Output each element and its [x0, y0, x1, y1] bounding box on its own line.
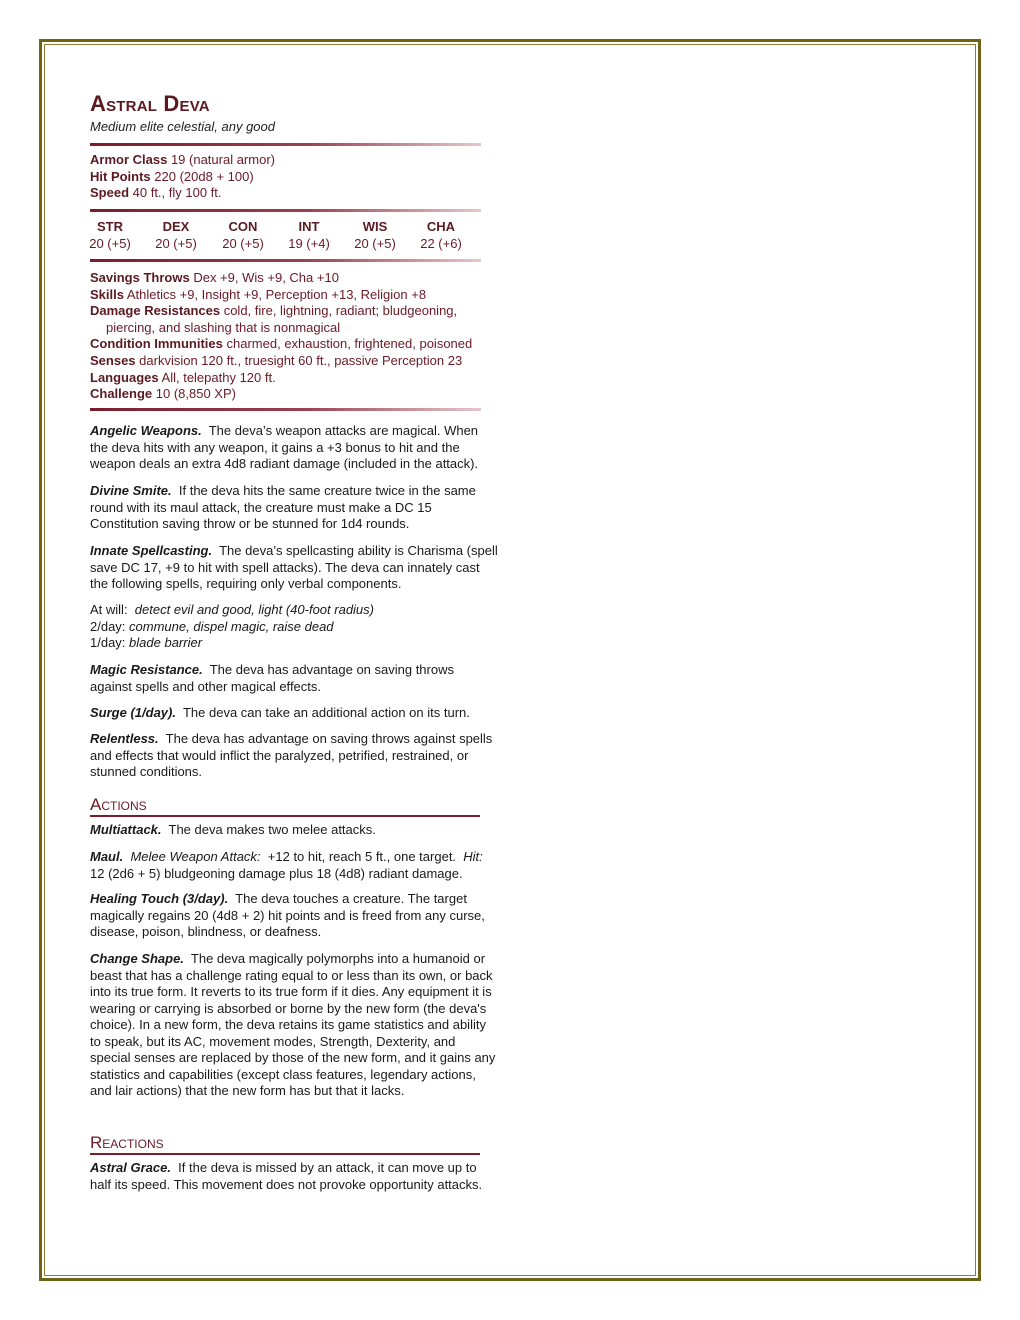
trait-innate-spellcasting: Innate Spellcasting. The deva’s spellcasting ability is Charisma (spell save DC 17, +9 to hit with spell attacks). The deva can innately cast the following spells, requiring only verbal components. — [90, 543, 498, 591]
reaction-astral-grace: Astral Grace. If the deva is missed by an attack, it can move up to half its speed. This movement does not provoke opportunity attacks. — [90, 1160, 483, 1192]
speed: Speed 40 ft., fly 100 ft. — [90, 185, 222, 201]
ability-int: INT 19 (+4) — [288, 219, 330, 251]
languages: Languages All, telepathy 120 ft. — [90, 369, 276, 385]
damage-resistances: Damage Resistances cold, fire, lightning, radiant; bludgeoning, — [90, 303, 458, 319]
action-multiattack: Multiattack. The deva makes two melee attacks. — [90, 822, 376, 837]
hit-points: Hit Points 220 (20d8 + 100) — [90, 168, 254, 184]
action-maul: Maul. Melee Weapon Attack: +12 to hit, reach 5 ft., one target. Hit: 12 (2d6 + 5) bludgeoning damage plus 18 (4d8) radiant damage. — [90, 849, 483, 881]
trait-relentless: Relentless. The deva has advantage on saving throws against spells and effects that would inflict the paralyzed, petrified, restrained, or stunned conditions. — [90, 731, 493, 779]
divider — [90, 209, 481, 212]
trait-magic-resistance: Magic Resistance. The deva has advantage on saving throws against spells and other magical effects. — [90, 662, 454, 694]
trait-surge: Surge (1/day). The deva can take an additional action on its turn. — [90, 705, 470, 720]
trait-angelic-weapons: Angelic Weapons. The deva’s weapon attacks are magical. When the deva hits with any weapon, it gains a +3 bonus to hit and the weapon deals an extra 4d8 radiant damage (included in the attack). — [90, 423, 479, 471]
divider — [90, 143, 481, 146]
armor-class: Armor Class 19 (natural armor) — [90, 152, 275, 167]
spells-two-per-day: 2/day: commune, dispel magic, raise dead — [90, 618, 334, 634]
spells-at-will: At will: detect evil and good, light (40-foot radius) — [90, 602, 374, 617]
senses: Senses darkvision 120 ft., truesight 60 ft., passive Perception 23 — [90, 352, 463, 368]
skills: Skills Athletics +9, Insight +9, Perception +13, Religion +8 — [90, 286, 427, 302]
ability-wis: WIS 20 (+5) — [354, 219, 396, 251]
ability-cha: CHA 22 (+6) — [420, 219, 462, 251]
ability-str: STR 20 (+5) — [89, 219, 131, 251]
action-change-shape: Change Shape. The deva magically polymorphs into a humanoid or beast that has a challenge rating equal to or less than its own, or back into its true form. It reverts to its true form if it dies. Any equipment it is wearing or carrying is absorbed or borne by the new form (the deva's choice). In a new form, the deva retains its game statistics and ability to speak, but its AC, movement modes, Strength, Dexterity, and special senses are replaced by those of the new form, and it gains any statistics and capabilities (except class features, legendary actions, and lair actions) that the new form has but that it lacks. — [90, 951, 496, 1098]
detail-stats — [90, 270, 472, 403]
spells-one-per-day: 1/day: blade barrier — [90, 635, 203, 650]
condition-immunities: Condition Immunities charmed, exhaustion, frightened, poisoned — [90, 336, 473, 352]
divider — [90, 259, 481, 262]
action-healing-touch: Healing Touch (3/day). The deva touches a creature. The target magically regains 20 (4d8 + 2) hit points and is freed from any curse, disease, poison, blindness, or deafness. — [90, 891, 485, 939]
actions-heading: Actions — [90, 795, 480, 817]
challenge: Challenge 10 (8,850 XP) — [90, 386, 236, 402]
ability-con: CON 20 (+5) — [222, 219, 264, 251]
trait-divine-smite: Divine Smite. If the deva hits the same creature twice in the same round with its maul attack, the creature must make a DC 15 Constitution saving throw or be stunned for 1d4 rounds. — [90, 483, 476, 531]
creature-name: Astral Deva — [90, 91, 210, 116]
spell-list — [90, 602, 498, 652]
divider — [90, 408, 481, 411]
reactions-heading: Reactions — [90, 1133, 480, 1155]
ability-dex: DEX 20 (+5) — [155, 219, 197, 251]
creature-meta: Medium elite celestial, any good — [90, 119, 275, 134]
saving-throws: Savings Throws Dex +9, Wis +9, Cha +10 — [90, 270, 339, 285]
damage-resistances-cont: piercing, and slashing that is nonmagical — [106, 319, 341, 335]
basic-stats — [90, 152, 275, 202]
